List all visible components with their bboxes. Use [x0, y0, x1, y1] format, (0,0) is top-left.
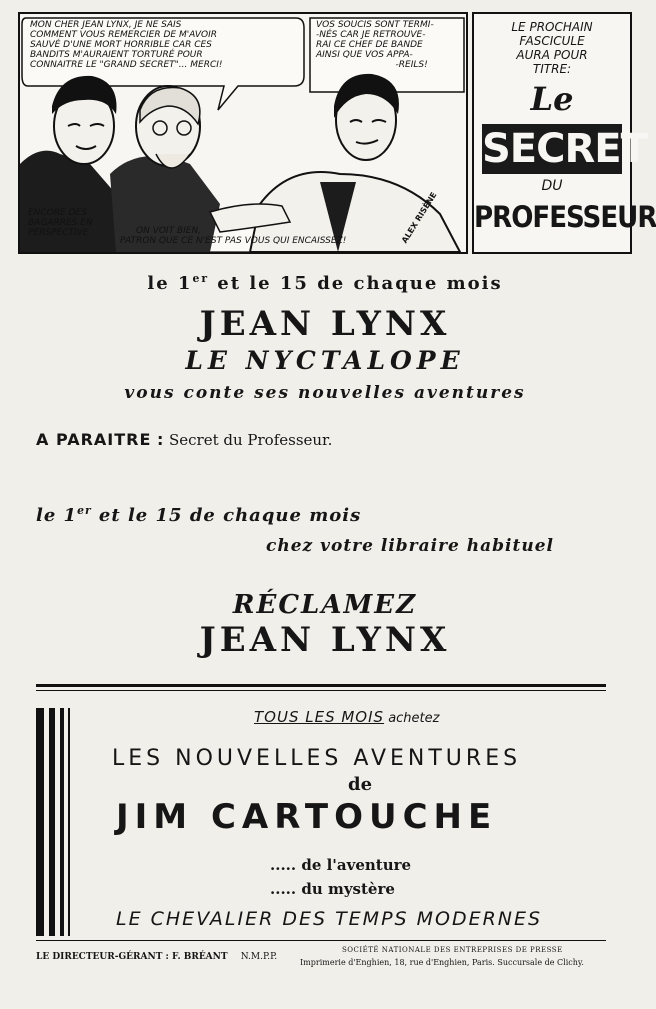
next-issue-title-secret: SECRET — [482, 126, 647, 172]
divider-rule-top — [36, 684, 606, 687]
divider-rule-bottom — [36, 690, 606, 691]
series-de: de — [348, 774, 373, 795]
call-to-action-hero: JEAN LYNX — [199, 620, 451, 660]
schedule-line-2: le 1er et le 15 de chaque mois — [36, 504, 362, 526]
tagline-mystery: ..... du mystère — [270, 880, 395, 898]
series-title: LES NOUVELLES AVENTURES — [112, 746, 522, 771]
next-issue-intro: LE PROCHAIN FASCICULE AURA POUR TITRE: — [511, 20, 593, 76]
monthly-line: TOUS LES MOIS achetez — [254, 708, 440, 726]
speech-bubble-4: ON VOIT BIEN, PATRON QUE CE N'EST PAS VOUS QUI ENCAISSEZ! — [120, 226, 347, 246]
hero-tagline: vous conte ses nouvelles aventures — [124, 383, 526, 403]
hero-title-jean-lynx: JEAN LYNX — [199, 304, 451, 344]
hero-subtitle: LE NYCTALOPE — [185, 346, 465, 375]
upcoming-line: A PARAITRE : Secret du Professeur. — [36, 430, 333, 449]
speech-bubble-2: VOS SOUCIS SONT TERMI- -NÉS CAR JE RETROUVE- RAI CE CHEF DE BANDE AINSI QUE VOS APPA- -REILS! — [316, 20, 434, 70]
footer-rule — [36, 940, 606, 941]
bookseller-line: chez votre libraire habituel — [266, 536, 554, 556]
speech-bubble-1: MON CHER JEAN LYNX, JE NE SAIS COMMENT VOUS REMERCIER DE M'AVOIR SAUVÉ D'UNE MORT HORRIBLE CAR CES BANDITS M'AURAIENT TORTURÉ POUR CONNAITRE LE "GRAND SECRET"... MERCI! — [30, 20, 223, 70]
footer-printer: Imprimerie d'Enghien, 18, rue d'Enghien, Paris. Succursale de Clichy. — [300, 958, 584, 967]
call-to-action: RÉCLAMEZ — [232, 590, 418, 620]
comic-panel — [18, 12, 468, 254]
series-motto: LE CHEVALIER DES TEMPS MODERNES — [116, 908, 543, 930]
next-issue-title-le: Le — [530, 80, 574, 118]
decorative-bars — [36, 708, 76, 936]
series-hero: JIM CARTOUCHE — [116, 797, 498, 837]
tagline-adventure: ..... de l'aventure — [270, 856, 412, 874]
footer-director: LE DIRECTEUR-GÉRANT : F. BRÉANT N.M.P.P. — [36, 952, 278, 962]
footer-company: SOCIÉTÉ NATIONALE DES ENTREPRISES DE PRESSE — [342, 946, 563, 954]
speech-bubble-3: ENCORE DES BAGARRES EN PERSPECTIVE — [28, 208, 93, 238]
schedule-line: le 1er et le 15 de chaque mois — [147, 272, 503, 294]
next-issue-title-du: DU — [541, 178, 563, 194]
artist-signature: ALEX RISÈNE — [400, 190, 439, 245]
next-issue-box — [472, 12, 656, 254]
next-issue-title-professeur: PROFESSEUR — [474, 200, 656, 234]
